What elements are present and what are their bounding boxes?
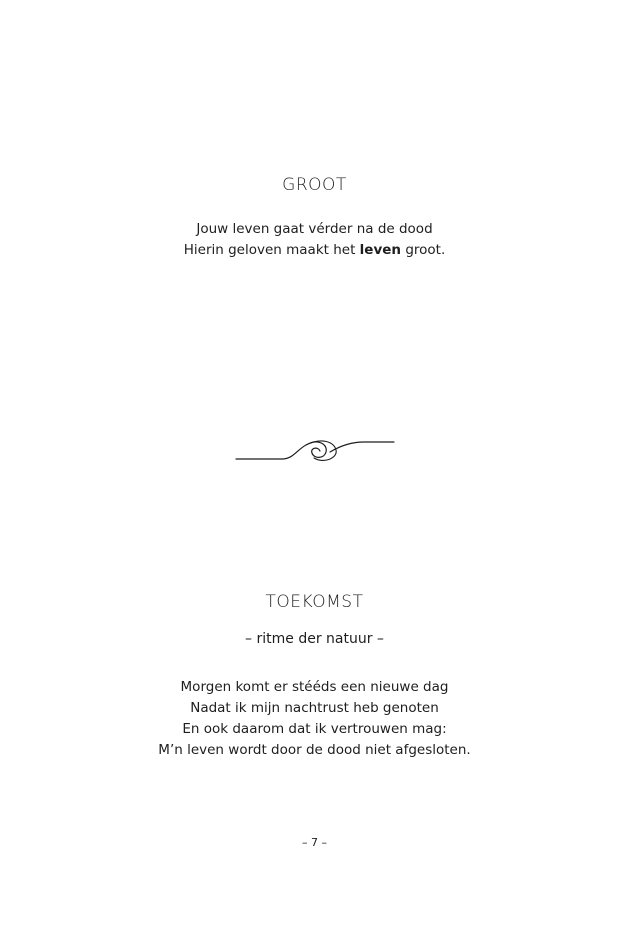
poem-subtitle: – ritme der natuur –	[245, 631, 384, 647]
poem-line: Jouw leven gaat vérder na de dood	[196, 221, 433, 237]
poem-title: GROOT	[282, 175, 347, 195]
poem-title: TOEKOMST	[265, 592, 364, 612]
poem-line: En ook daarom dat ik vertrouwen mag:	[182, 721, 447, 737]
swirl-divider-icon	[234, 434, 396, 466]
poem-line: Morgen komt er stééds een nieuwe dag	[180, 679, 449, 695]
poem-line: Nadat ik mijn nachtrust heb genoten	[190, 700, 439, 716]
poem-line	[0, 240, 629, 261]
page-number: – 7 –	[302, 836, 327, 849]
poem-line-text: groot.	[401, 242, 446, 258]
poem-line: M’n leven wordt door de dood niet afgesloten.	[158, 742, 471, 758]
poem-line-text: Hierin geloven maakt het	[183, 242, 360, 258]
poem-emphasis: leven	[359, 242, 402, 258]
